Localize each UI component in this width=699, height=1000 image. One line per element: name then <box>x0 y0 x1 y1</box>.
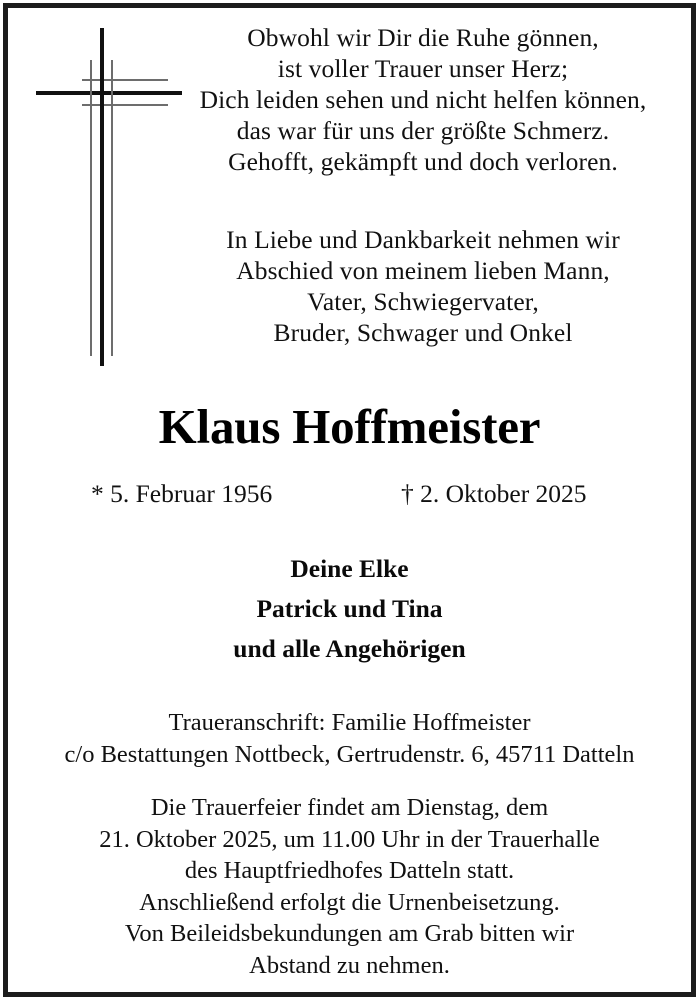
ceremony-line: 21. Oktober 2025, um 11.00 Uhr in der Trauerhalle <box>99 825 600 853</box>
notice-content <box>8 8 691 992</box>
cross-horizontal-upper-right <box>113 79 168 81</box>
deceased-name: Klaus Hoffmeister <box>158 399 541 454</box>
condolence-address <box>16 707 683 771</box>
mourner-line: Patrick und Tina <box>256 594 443 623</box>
farewell-line: Bruder, Schwager und Onkel <box>273 318 573 347</box>
cross-vertical-main <box>100 28 104 366</box>
ceremony-line: des Hauptfriedhofes Datteln statt. <box>184 857 515 884</box>
verse-line: ist voller Trauer unser Herz; <box>277 54 569 83</box>
ceremony-line: Abstand zu nehmen. <box>249 951 450 979</box>
mourner-line: und alle Angehörigen <box>233 634 466 663</box>
verse-line: Dich leiden sehen und nicht helfen können, <box>199 85 647 114</box>
ceremony-line: Die Trauerfeier findet am Dienstag, dem <box>150 794 549 821</box>
memorial-verse <box>168 22 678 177</box>
cross-horizontal-lower-right <box>113 104 168 106</box>
farewell-line: Vater, Schwiegervater, <box>307 287 539 316</box>
mourner-line: Deine Elke <box>290 554 409 583</box>
farewell-line: Abschied von meinem lieben Mann, <box>236 256 610 285</box>
life-dates-row <box>83 478 635 510</box>
farewell-line: In Liebe und Dankbarkeit nehmen wir <box>226 225 620 254</box>
verse-line: das war für uns der größte Schmerz. <box>236 116 610 145</box>
ceremony-line: Von Beileidsbekundungen am Grab bitten wir <box>124 920 575 947</box>
cross-vertical-right <box>111 60 113 356</box>
cross-horizontal-main <box>36 91 182 95</box>
christian-cross-icon <box>22 16 182 366</box>
birth-date: * 5. Februar 1956 <box>91 479 273 508</box>
address-line: c/o Bestattungen Nottbeck, Gertrudenstr. 6, 45711 Datteln <box>64 741 635 768</box>
verse-line: Obwohl wir Dir die Ruhe gönnen, <box>247 23 599 52</box>
ceremony-details <box>16 792 683 981</box>
mourners-list <box>108 549 591 669</box>
death-date: † 2. Oktober 2025 <box>401 479 587 508</box>
cross-vertical-left <box>90 60 92 356</box>
address-line: Traueranschrift: Familie Hoffmeister <box>168 709 531 736</box>
verse-line: Gehofft, gekämpft und doch verloren. <box>228 147 618 176</box>
ceremony-line: Anschließend erfolgt die Urnenbeisetzung. <box>139 888 560 916</box>
farewell-statement <box>168 224 678 348</box>
